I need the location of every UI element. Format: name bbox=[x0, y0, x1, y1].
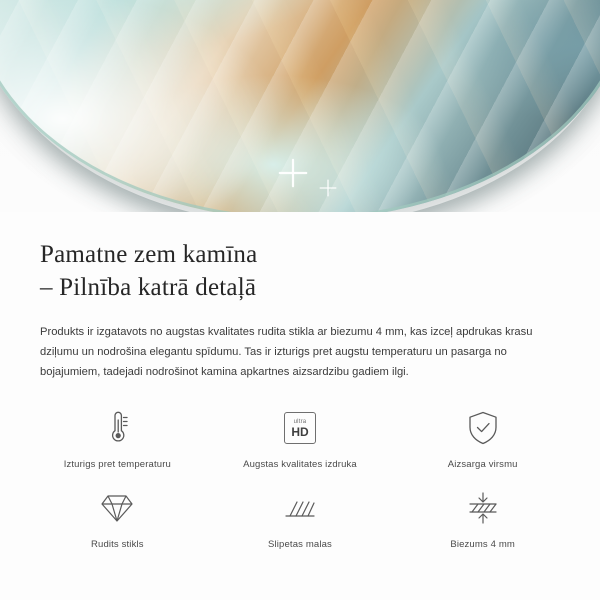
page-title-line-2: – Pilnība katrā detaļā bbox=[40, 274, 257, 301]
hd-badge-bottom-text: HD bbox=[291, 424, 309, 439]
marble-disc-decoration bbox=[0, 0, 600, 212]
content-block bbox=[0, 212, 600, 550]
feature-item-print-quality bbox=[209, 408, 392, 470]
feature-item-thickness bbox=[391, 488, 574, 550]
feature-item-tempered-glass bbox=[26, 488, 209, 550]
shield-check-icon bbox=[460, 408, 506, 448]
feature-label: Augstas kvalitates izdruka bbox=[243, 459, 357, 470]
page-title-line-1: Pamatne zem kamīna bbox=[40, 241, 258, 268]
description-text: Produkts ir izgatavots no augstas kvalitates rudita stikla ar biezumu 4 mm, kas izceļ apdrukas krasu dziļumu un nodrošina elegantu spīdumu. Tas ir izturigs pret augstu temperaturu un pasarga no bojajumiem, tadejadi nodrošinot kamina apkartnes aizsardzibu gadiem ilgi. bbox=[40, 326, 533, 378]
disc-surface bbox=[0, 0, 600, 212]
feature-label: Biezums 4 mm bbox=[450, 539, 515, 550]
thermometer-icon bbox=[94, 408, 140, 448]
hd-badge-top-text: ultra bbox=[293, 418, 307, 425]
diamond-icon bbox=[94, 488, 140, 528]
feature-grid bbox=[26, 408, 574, 550]
feature-label: Slipetas malas bbox=[268, 539, 332, 550]
feature-item-surface-protection bbox=[391, 408, 574, 470]
feature-item-polished-edges bbox=[209, 488, 392, 550]
feature-label: Aizsarga virsmu bbox=[447, 459, 518, 470]
hd-badge bbox=[284, 412, 316, 444]
polished-edges-icon bbox=[277, 488, 323, 528]
feature-label: Rudits stikls bbox=[91, 539, 144, 550]
feature-label: Izturigs pret temperaturu bbox=[63, 459, 171, 470]
page-title bbox=[40, 238, 560, 304]
hero-image bbox=[0, 0, 600, 212]
feature-item-temperature bbox=[26, 408, 209, 470]
thickness-arrows-icon bbox=[460, 488, 506, 528]
ultra-hd-badge-icon bbox=[277, 408, 323, 448]
